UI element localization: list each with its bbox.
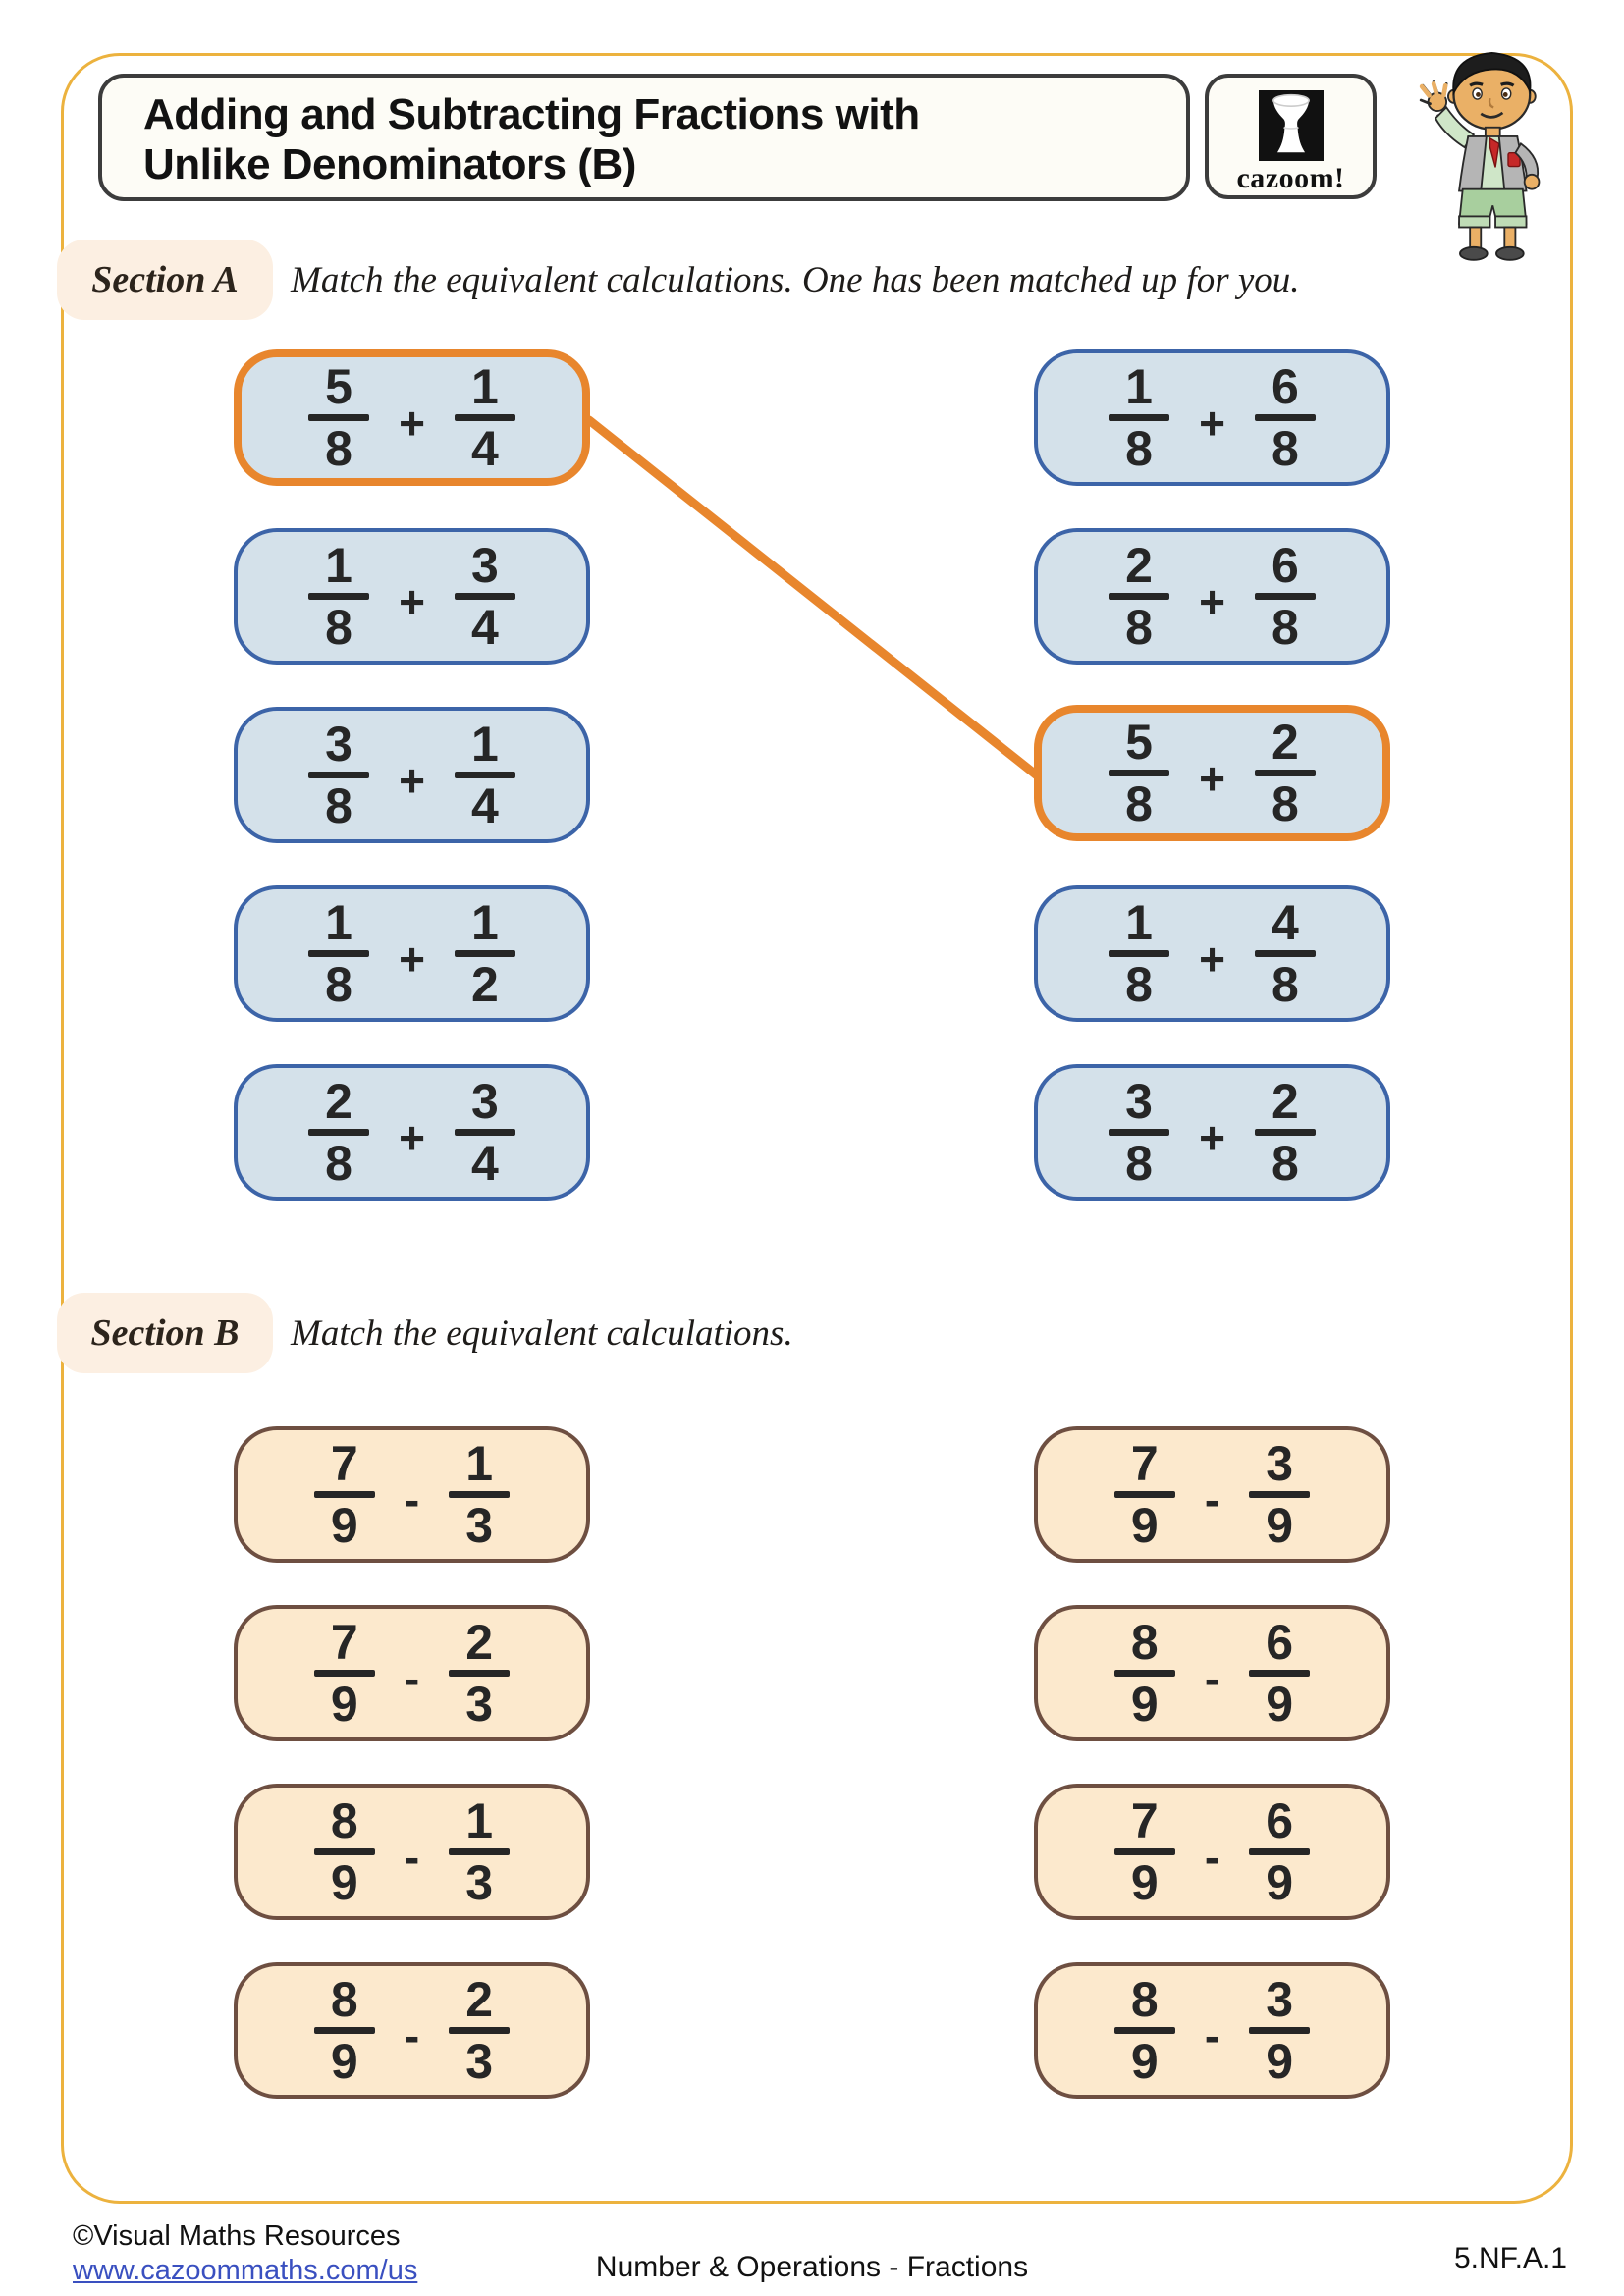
- drum-icon-glyph: [1267, 93, 1316, 158]
- operator: -: [1204, 2009, 1220, 2061]
- denominator: 8: [1272, 421, 1299, 476]
- numerator: 8: [330, 1793, 358, 1848]
- operator: +: [1199, 575, 1225, 627]
- fraction: [308, 717, 369, 833]
- fraction-bar: [455, 1129, 515, 1136]
- numerator: 7: [330, 1436, 358, 1491]
- fraction: [1109, 359, 1169, 476]
- denominator: 8: [1125, 600, 1153, 655]
- section-a-label: [57, 240, 273, 320]
- fraction-bar: [314, 1670, 375, 1677]
- numerator: 3: [471, 1074, 499, 1129]
- title-box: [98, 74, 1190, 201]
- fraction: [1109, 715, 1169, 831]
- section-b-instruction: Match the equivalent calculations.: [291, 1312, 793, 1354]
- operator: +: [399, 933, 425, 985]
- fraction-bar: [1109, 1129, 1169, 1136]
- denominator: 9: [330, 1677, 358, 1732]
- numerator: 1: [465, 1793, 494, 1848]
- denominator: 8: [325, 1136, 352, 1191]
- denominator: 8: [1125, 776, 1153, 831]
- fraction: [1114, 1436, 1175, 1553]
- card-b-right-1[interactable]: [1034, 1426, 1390, 1563]
- fraction-bar: [314, 1848, 375, 1855]
- footer-standard-code: 5.NF.A.1: [1453, 2242, 1567, 2274]
- numerator: 1: [471, 359, 499, 414]
- denominator: 4: [471, 778, 499, 833]
- denominator: 8: [1272, 1136, 1299, 1191]
- numerator: 5: [1125, 715, 1153, 770]
- fraction-bar: [1255, 770, 1316, 776]
- numerator: 2: [465, 1972, 494, 2027]
- denominator: 8: [325, 600, 352, 655]
- numerator: 8: [1130, 1615, 1159, 1670]
- numerator: 6: [1266, 1793, 1294, 1848]
- drum-icon: [1259, 90, 1324, 161]
- numerator: 1: [471, 895, 499, 950]
- operator: +: [1199, 1111, 1225, 1163]
- fraction: [308, 895, 369, 1012]
- operator: +: [399, 575, 425, 627]
- denominator: 9: [330, 1498, 358, 1553]
- card-a-left-4[interactable]: [234, 885, 590, 1022]
- denominator: 8: [1272, 957, 1299, 1012]
- numerator: 2: [1272, 1074, 1299, 1129]
- numerator: 7: [1130, 1436, 1159, 1491]
- card-b-left-4[interactable]: [234, 1962, 590, 2099]
- card-b-left-1[interactable]: [234, 1426, 590, 1563]
- denominator: 9: [1266, 1498, 1294, 1553]
- card-a-right-5[interactable]: [1034, 1064, 1390, 1201]
- numerator: 1: [471, 717, 499, 772]
- denominator: 9: [1266, 1677, 1294, 1732]
- operator: -: [1204, 1652, 1220, 1704]
- fraction-bar: [455, 414, 515, 421]
- numerator: 2: [465, 1615, 494, 1670]
- numerator: 3: [471, 538, 499, 593]
- fraction-bar: [1249, 1670, 1310, 1677]
- denominator: 8: [1125, 1136, 1153, 1191]
- numerator: 4: [1272, 895, 1299, 950]
- numerator: 8: [330, 1972, 358, 2027]
- operator: -: [404, 1652, 420, 1704]
- fraction-bar: [308, 772, 369, 778]
- numerator: 3: [325, 717, 352, 772]
- section-a-label-text: Section A: [91, 259, 239, 300]
- numerator: 2: [1125, 538, 1153, 593]
- fraction: [1255, 538, 1316, 655]
- section-b-label-text: Section B: [90, 1312, 240, 1354]
- numerator: 3: [1125, 1074, 1153, 1129]
- mascot-body: [1459, 128, 1539, 191]
- fraction-bar: [308, 593, 369, 600]
- page-title-line2: Unlike Denominators (B): [143, 140, 636, 188]
- denominator: 8: [325, 957, 352, 1012]
- denominator: 3: [465, 1498, 494, 1553]
- fraction: [449, 1436, 510, 1553]
- fraction: [455, 538, 515, 655]
- fraction: [449, 1615, 510, 1732]
- mascot-legs: [1459, 189, 1526, 260]
- numerator: 1: [325, 895, 352, 950]
- denominator: 8: [1272, 600, 1299, 655]
- denominator: 4: [471, 1136, 499, 1191]
- cazoom-logo-text: cazoom!: [1236, 162, 1345, 194]
- numerator: 8: [1130, 1972, 1159, 2027]
- card-a-right-2[interactable]: [1034, 528, 1390, 665]
- fraction-bar: [449, 1848, 510, 1855]
- fraction-bar: [455, 593, 515, 600]
- page-title-line1: Adding and Subtracting Fractions with: [143, 90, 920, 138]
- denominator: 8: [325, 778, 352, 833]
- operator: +: [1199, 397, 1225, 449]
- fraction-bar: [1255, 1129, 1316, 1136]
- card-b-left-3[interactable]: [234, 1784, 590, 1920]
- cazoom-logo: [1205, 74, 1377, 199]
- fraction-bar: [308, 1129, 369, 1136]
- denominator: 9: [330, 2034, 358, 2089]
- denominator: 9: [1130, 1498, 1159, 1553]
- fraction: [1255, 1074, 1316, 1191]
- denominator: 9: [1130, 1677, 1159, 1732]
- operator: +: [399, 397, 425, 449]
- denominator: 4: [471, 421, 499, 476]
- fraction-bar: [1249, 1491, 1310, 1498]
- denominator: 3: [465, 1677, 494, 1732]
- fraction: [1255, 715, 1316, 831]
- denominator: 3: [465, 1855, 494, 1910]
- fraction-bar: [449, 1670, 510, 1677]
- card-a-right-1[interactable]: [1034, 349, 1390, 486]
- fraction-bar: [1114, 2027, 1175, 2034]
- fraction-bar: [1109, 950, 1169, 957]
- denominator: 8: [1125, 957, 1153, 1012]
- numerator: 3: [1266, 1972, 1294, 2027]
- card-b-right-2[interactable]: [1034, 1605, 1390, 1741]
- numerator: 6: [1272, 538, 1299, 593]
- footer-url-link[interactable]: www.cazoommaths.com/us: [73, 2255, 418, 2286]
- operator: +: [399, 754, 425, 806]
- fraction: [308, 1074, 369, 1191]
- fraction: [308, 538, 369, 655]
- fraction: [1114, 1793, 1175, 1910]
- operator: -: [1204, 1831, 1220, 1883]
- card-a-left-1[interactable]: [234, 349, 590, 486]
- operator: +: [1199, 933, 1225, 985]
- fraction-bar: [1255, 950, 1316, 957]
- fraction-bar: [455, 950, 515, 957]
- card-b-left-2[interactable]: [234, 1605, 590, 1741]
- numerator: 1: [1125, 895, 1153, 950]
- denominator: 9: [1266, 2034, 1294, 2089]
- fraction-bar: [1109, 414, 1169, 421]
- numerator: 1: [325, 538, 352, 593]
- numerator: 6: [1266, 1615, 1294, 1670]
- fraction: [1109, 895, 1169, 1012]
- fraction-bar: [1114, 1491, 1175, 1498]
- operator: +: [399, 1111, 425, 1163]
- numerator: 3: [1266, 1436, 1294, 1491]
- numerator: 2: [325, 1074, 352, 1129]
- section-a-instruction: Match the equivalent calculations. One has been matched up for you.: [291, 259, 1300, 300]
- card-a-left-2[interactable]: [234, 528, 590, 665]
- numerator: 1: [1125, 359, 1153, 414]
- denominator: 4: [471, 600, 499, 655]
- fraction: [1114, 1615, 1175, 1732]
- fraction-bar: [455, 772, 515, 778]
- fraction: [314, 1436, 375, 1553]
- fraction-bar: [1249, 2027, 1310, 2034]
- numerator: 5: [325, 359, 352, 414]
- fraction: [449, 1972, 510, 2089]
- fraction: [1109, 538, 1169, 655]
- denominator: 9: [330, 1855, 358, 1910]
- fraction-bar: [308, 414, 369, 421]
- denominator: 9: [1130, 1855, 1159, 1910]
- fraction-bar: [449, 1491, 510, 1498]
- fraction: [455, 1074, 515, 1191]
- fraction: [314, 1615, 375, 1732]
- fraction: [1249, 1436, 1310, 1553]
- fraction: [455, 895, 515, 1012]
- footer-category: Number & Operations - Fractions: [595, 2251, 1029, 2283]
- operator: +: [1199, 752, 1225, 804]
- card-b-right-4[interactable]: [1034, 1962, 1390, 2099]
- operator: -: [404, 1831, 420, 1883]
- numerator: 7: [1130, 1793, 1159, 1848]
- fraction-bar: [1255, 593, 1316, 600]
- fraction: [455, 717, 515, 833]
- fraction-bar: [1114, 1848, 1175, 1855]
- fraction: [1255, 895, 1316, 1012]
- card-a-right-3[interactable]: [1034, 705, 1390, 841]
- footer-copyright: ©Visual Maths Resources: [73, 2220, 401, 2252]
- denominator: 8: [325, 421, 352, 476]
- fraction: [314, 1972, 375, 2089]
- fraction-bar: [449, 2027, 510, 2034]
- denominator: 3: [465, 2034, 494, 2089]
- fraction-bar: [308, 950, 369, 957]
- fraction: [1109, 1074, 1169, 1191]
- fraction: [449, 1793, 510, 1910]
- numerator: 1: [465, 1436, 494, 1491]
- mascot-boy-illustration: [1399, 44, 1581, 265]
- card-a-right-4[interactable]: [1034, 885, 1390, 1022]
- fraction: [314, 1793, 375, 1910]
- card-a-left-5[interactable]: [234, 1064, 590, 1201]
- fraction-bar: [1255, 414, 1316, 421]
- mascot-head: [1448, 53, 1536, 130]
- fraction-bar: [314, 2027, 375, 2034]
- fraction: [455, 359, 515, 476]
- numerator: 7: [330, 1615, 358, 1670]
- fraction-bar: [1109, 770, 1169, 776]
- denominator: 8: [1272, 776, 1299, 831]
- fraction: [1249, 1972, 1310, 2089]
- denominator: 9: [1266, 1855, 1294, 1910]
- fraction: [1255, 359, 1316, 476]
- fraction: [1114, 1972, 1175, 2089]
- fraction: [1249, 1615, 1310, 1732]
- fraction-bar: [314, 1491, 375, 1498]
- operator: -: [1204, 1473, 1220, 1525]
- fraction: [308, 359, 369, 476]
- fraction: [1249, 1793, 1310, 1910]
- card-b-right-3[interactable]: [1034, 1784, 1390, 1920]
- section-b-label: [57, 1293, 273, 1373]
- denominator: 2: [471, 957, 499, 1012]
- numerator: 6: [1272, 359, 1299, 414]
- operator: -: [404, 1473, 420, 1525]
- fraction-bar: [1114, 1670, 1175, 1677]
- denominator: 8: [1125, 421, 1153, 476]
- card-a-left-3[interactable]: [234, 707, 590, 843]
- denominator: 9: [1130, 2034, 1159, 2089]
- numerator: 2: [1272, 715, 1299, 770]
- fraction-bar: [1109, 593, 1169, 600]
- mascot-waving-hand: [1421, 82, 1446, 112]
- fraction-bar: [1249, 1848, 1310, 1855]
- operator: -: [404, 2009, 420, 2061]
